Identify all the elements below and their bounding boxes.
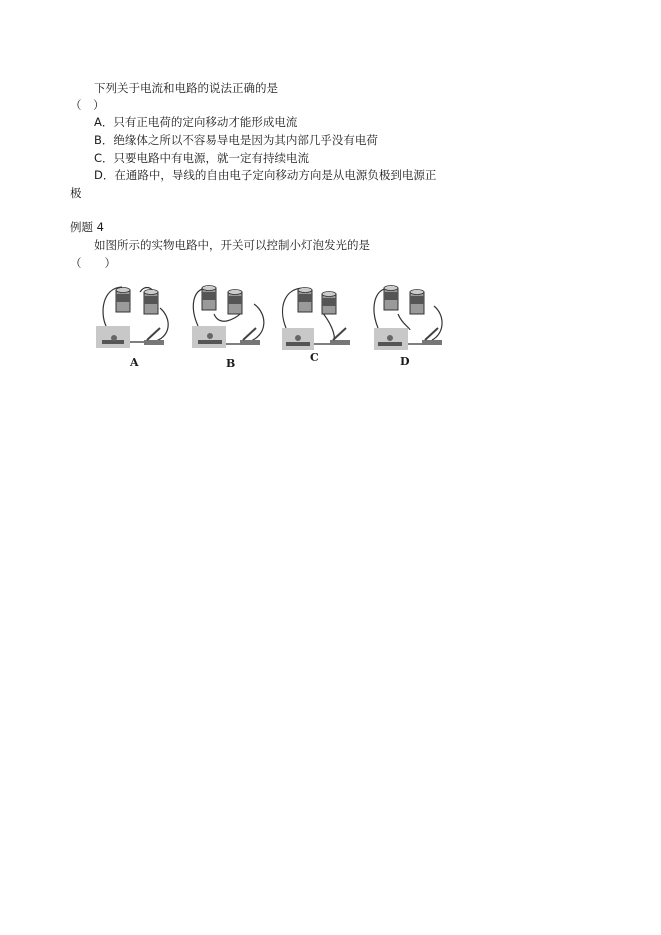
circuit-label-a: A: [130, 356, 139, 369]
circuit-panel-d: [370, 278, 450, 378]
option-a: A．只有正电荷的定向移动才能形成电流: [94, 115, 298, 129]
circuit-d-drawing: [370, 278, 450, 378]
option-d: D．在通路中，导线的自由电子定向移动方向是从电源负极到电源正: [94, 168, 437, 182]
circuit-panel-a: [92, 278, 172, 378]
example-4-blank: （ ）: [70, 256, 116, 270]
example-4-heading: 例题 4: [70, 220, 104, 234]
circuit-label-d: D: [400, 355, 410, 368]
option-d-continued: 极: [70, 186, 82, 200]
question-3-stem: 下列关于电流和电路的说法正确的是: [94, 81, 278, 95]
circuit-panel-c: [278, 278, 358, 378]
circuit-label-b: B: [226, 357, 236, 370]
option-c: C．只要电路中有电源，就一定有持续电流: [94, 151, 310, 165]
example-4-stem: 如图所示的实物电路中，开关可以控制小灯泡发光的是: [94, 238, 370, 252]
circuit-figure: [92, 278, 452, 378]
circuit-panel-b: [188, 278, 268, 378]
option-b: B．绝缘体之所以不容易导电是因为其内部几乎没有电荷: [94, 133, 378, 147]
question-3-blank: （ ）: [70, 98, 105, 112]
circuit-label-c: C: [310, 351, 319, 364]
